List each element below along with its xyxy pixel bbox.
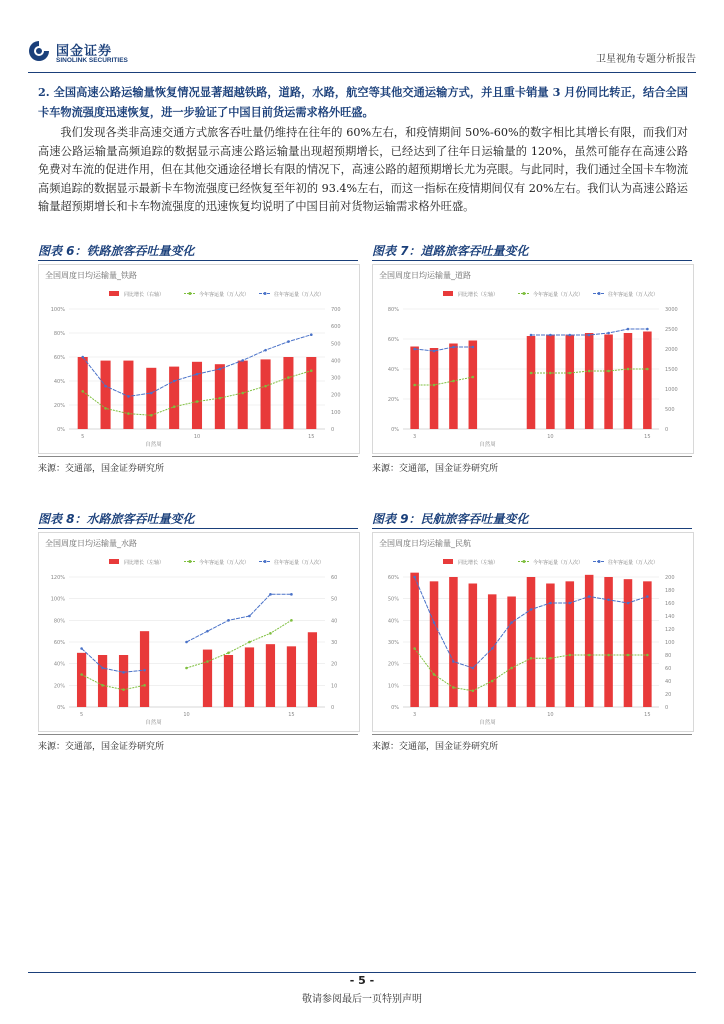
- legend-label: 同比增长（左轴）: [124, 560, 165, 566]
- y-right-tick-label: 500: [665, 407, 675, 413]
- bar: [266, 644, 275, 707]
- figure-bottom-divider: [38, 734, 358, 735]
- legend-item: [518, 559, 583, 566]
- y-right-tick-label: 600: [331, 324, 341, 331]
- y-right-tick-label: 60: [331, 575, 338, 581]
- x-axis-label: 自然周: [479, 442, 496, 448]
- x-tick-label: 15: [644, 434, 651, 440]
- series-prior-year-line-point: [530, 608, 533, 611]
- y-right-tick-label: 0: [665, 427, 669, 433]
- series-prior-year-line-point: [227, 619, 230, 622]
- series-prior-year-line-point: [101, 667, 104, 670]
- x-tick-label: 3: [413, 712, 417, 718]
- chart-frame: [38, 532, 360, 732]
- figure-source: 来源：交通部，国金证券研究所: [38, 742, 165, 752]
- figure-title-divider: [38, 528, 358, 529]
- bar: [192, 362, 202, 429]
- y-left-tick-label: 120%: [50, 575, 65, 581]
- series-this-year-line-point: [143, 684, 146, 687]
- series-this-year-line-point: [196, 400, 199, 403]
- bar: [306, 357, 316, 429]
- x-tick-label: 15: [288, 712, 295, 718]
- y-right-tick-label: 0: [665, 705, 669, 711]
- chart-title: 全国周度日均运输量_道路: [379, 271, 471, 280]
- bar: [585, 333, 594, 429]
- y-left-tick-label: 60%: [387, 337, 399, 343]
- series-prior-year-line-point: [433, 621, 436, 624]
- series-prior-year-line-point: [122, 671, 125, 674]
- bar: [308, 632, 317, 707]
- y-left-tick-label: 50%: [387, 596, 399, 603]
- legend-item: [184, 291, 249, 298]
- y-right-tick-label: 200: [331, 392, 341, 399]
- y-left-tick-label: 20%: [387, 661, 399, 668]
- series-prior-year-line-point: [646, 595, 649, 598]
- chart-svg: [39, 265, 359, 453]
- figure-title-divider: [372, 528, 692, 529]
- bar: [624, 333, 633, 429]
- legend-label: 往年客运量（万人次）: [608, 292, 659, 298]
- bar: [146, 368, 156, 429]
- legend-label: 同比增长（右轴）: [124, 292, 165, 298]
- series-this-year-line-point: [413, 647, 416, 650]
- bar: [469, 341, 478, 430]
- logo-cn: 国金证券: [56, 44, 113, 59]
- y-right-tick-label: 0: [331, 705, 335, 711]
- y-right-tick-label: 120: [665, 627, 675, 633]
- figure-source: 来源：交通部，国金证券研究所: [372, 742, 499, 752]
- page-header: [28, 38, 696, 72]
- y-right-tick-label: 3000: [665, 307, 678, 313]
- bar: [245, 647, 254, 707]
- y-left-tick-label: 40%: [387, 367, 399, 373]
- y-left-tick-label: 30%: [387, 640, 399, 646]
- series-this-year-line-point: [627, 368, 630, 371]
- x-tick-label: 5: [81, 434, 85, 440]
- series-this-year-line-point: [80, 673, 83, 676]
- series-this-year-line-point: [472, 689, 475, 692]
- section-heading-paragraph: 2. 全国高速公路运输量恢复情况显著超越铁路，道路，水路，航空等其他交通运输方式，并且重卡销量 3 月份同比转正，结合全国卡车物流强度迅速恢复，进一步验证了中国目前货运需求格外旺盛。: [38, 85, 688, 119]
- y-left-tick-label: 80%: [53, 618, 65, 625]
- series-prior-year-line-point: [510, 621, 513, 624]
- series-prior-year-line-point: [568, 334, 571, 337]
- figure-title-divider: [372, 260, 692, 261]
- header-divider: [28, 72, 696, 73]
- series-prior-year-line-point: [310, 333, 313, 336]
- body-paragraph: 我们发现各类非高速交通方式旅客吞吐量仍维持在往年的 60%左右，和疫情期间 50%-60%的数字相比其增长有限，而我们对高速公路运输量高频追踪的数据显示高速公路运输量出现超预期增长，已经达到了往年日运输量的 120%，虽然可能存在高速公路免费对车流的促进作用，但在其他交通途径增长有限的情况下，高速公路的超预期增长尤为亮眼。与此同时，我们通过全国卡车物流高频追踪的数据显示最新卡车物流强度已经恢复至年初的 93.4%左右，而这一指标在疫情期间仅有 20%左右。我们认为高速公路运输量超预期增长和卡车物流强度的迅速恢复均说明了中国目前对货物运输需求格外旺盛。: [38, 126, 688, 213]
- legend-label: 同比增长（左轴）: [458, 292, 499, 298]
- series-prior-year-line-point: [150, 392, 153, 395]
- y-right-tick-label: 500: [331, 341, 341, 348]
- series-prior-year-line-point: [588, 595, 591, 598]
- x-tick-label: 15: [644, 712, 651, 718]
- series-prior-year-line-point: [206, 630, 209, 633]
- series-this-year-line-point: [568, 372, 571, 375]
- chart-svg: [373, 265, 693, 453]
- legend-label: 今年客运量（万人次）: [199, 560, 250, 566]
- series-prior-year-line-point: [549, 602, 552, 605]
- series-prior-year-line-point: [80, 647, 83, 650]
- legend-label: 往年客运量（万人次）: [274, 560, 325, 566]
- series-prior-year-line-point: [104, 385, 107, 388]
- x-tick-label: 10: [547, 712, 554, 718]
- series-prior-year-line-point: [452, 660, 455, 663]
- y-right-tick-label: 2000: [665, 347, 678, 353]
- bar: [566, 581, 575, 707]
- x-tick-label: 3: [413, 434, 417, 440]
- y-left-tick-label: 20%: [53, 683, 65, 690]
- bar: [585, 575, 594, 707]
- series-this-year-line-point: [646, 368, 649, 371]
- series-this-year-line-point: [104, 407, 107, 410]
- series-prior-year-line-point: [413, 576, 416, 579]
- series-prior-year-line-point: [196, 373, 199, 376]
- bar: [261, 359, 271, 429]
- series-this-year-line-point: [206, 660, 209, 663]
- chart-frame: [372, 532, 694, 732]
- bar: [430, 581, 439, 707]
- legend-item: [443, 291, 498, 298]
- y-left-tick-label: 10%: [387, 683, 399, 690]
- series-prior-year-line-point: [287, 340, 290, 343]
- y-left-tick-label: 100%: [50, 307, 65, 313]
- series-prior-year-line-point: [607, 332, 610, 335]
- disclaimer: 敬请参阅最后一页特别声明: [302, 994, 422, 1005]
- x-tick-label: 10: [547, 434, 554, 440]
- x-axis-label: 自然周: [145, 442, 162, 448]
- y-left-tick-label: 80%: [387, 307, 399, 313]
- legend-label: 今年客运量（万人次）: [199, 292, 250, 298]
- y-right-tick-label: 400: [331, 358, 341, 365]
- y-left-tick-label: 0%: [391, 427, 399, 433]
- series-this-year-line-point: [530, 372, 533, 375]
- y-left-tick-label: 40%: [387, 618, 399, 625]
- bar: [624, 579, 633, 707]
- series-prior-year-line-point: [248, 615, 251, 618]
- x-tick-label: 5: [79, 712, 84, 718]
- series-prior-year-line-point: [549, 334, 552, 337]
- y-left-tick-label: 60%: [53, 640, 65, 646]
- legend-item: [593, 559, 658, 566]
- series-prior-year-line-point: [627, 328, 630, 331]
- series-this-year-line-point: [452, 380, 455, 383]
- legend-item: [593, 291, 658, 298]
- series-prior-year-line-point: [530, 334, 533, 337]
- y-left-tick-label: 60%: [387, 575, 399, 581]
- y-left-tick-label: 0%: [57, 705, 65, 711]
- series-this-year-line-point: [185, 667, 188, 670]
- bar: [203, 650, 212, 707]
- y-right-tick-label: 20: [665, 692, 672, 698]
- bar: [430, 348, 439, 429]
- figure-source: 来源：交通部，国金证券研究所: [372, 464, 499, 474]
- series-this-year-line-point: [627, 654, 630, 657]
- figure-title: 图表 9：民航旅客吞吐量变化: [372, 512, 529, 526]
- series-this-year-line-point: [127, 412, 130, 415]
- legend-label: 同比增长（左轴）: [458, 560, 499, 566]
- series-this-year-line-point: [269, 632, 272, 635]
- series-this-year-line-point: [310, 369, 313, 372]
- series-prior-year-line-point: [472, 667, 475, 670]
- y-right-tick-label: 80: [665, 653, 672, 659]
- series-this-year-line-point: [413, 384, 416, 387]
- series-prior-year-line-point: [264, 349, 267, 352]
- y-right-tick-label: 180: [665, 588, 675, 594]
- y-right-tick-label: 300: [331, 375, 341, 382]
- series-prior-year-line-point: [627, 602, 630, 605]
- bar: [566, 335, 575, 430]
- legend-item: [518, 291, 583, 298]
- bar: [283, 357, 293, 429]
- series-this-year-line-point: [248, 641, 251, 644]
- legend-item: [109, 559, 164, 566]
- series-this-year-line-point: [81, 390, 84, 393]
- page-number: - 5 -: [349, 974, 375, 987]
- series-prior-year-line-point: [241, 359, 244, 362]
- chart-title: 全国周度日均运输量_铁路: [45, 271, 137, 280]
- series-prior-year-line-point: [81, 356, 84, 359]
- legend-item: [184, 559, 249, 566]
- bar: [77, 653, 86, 707]
- bar: [78, 357, 88, 429]
- bar: [643, 581, 652, 707]
- legend-label: 今年客运量（万人次）: [533, 292, 584, 298]
- figure-bottom-divider: [372, 456, 692, 457]
- y-right-tick-label: 140: [665, 614, 675, 620]
- bar: [224, 655, 233, 707]
- series-prior-year-line-point: [127, 395, 130, 398]
- legend-item: [443, 559, 498, 566]
- figure-title: 图表 7：道路旅客吞吐量变化: [372, 244, 529, 258]
- x-tick-label: 10: [193, 434, 201, 440]
- series-this-year-line-point: [568, 654, 571, 657]
- series-prior-year-line-point: [588, 334, 591, 337]
- y-left-tick-label: 20%: [53, 403, 65, 409]
- legend-label: 今年客运量（万人次）: [533, 560, 584, 566]
- figure-bottom-divider: [38, 456, 358, 457]
- y-right-tick-label: 50: [331, 596, 338, 603]
- y-left-tick-label: 100%: [50, 596, 65, 603]
- series-prior-year-line-point: [219, 368, 222, 371]
- series-this-year-line-point: [607, 654, 610, 657]
- y-right-tick-label: 100: [331, 409, 341, 416]
- y-right-tick-label: 200: [665, 575, 675, 581]
- series-prior-year-line-point: [413, 348, 416, 351]
- y-right-tick-label: 0: [331, 427, 335, 433]
- bar: [287, 646, 296, 707]
- y-right-tick-label: 40: [665, 679, 672, 685]
- y-right-tick-label: 10: [331, 683, 338, 690]
- bar: [527, 577, 536, 707]
- chart-title: 全国周度日均运输量_水路: [45, 539, 137, 548]
- bar: [604, 335, 613, 430]
- logo-en: SINOLINK SECURITIES: [56, 57, 128, 64]
- footer-divider: [28, 972, 696, 973]
- series-this-year-line-point: [530, 657, 533, 660]
- figure-title: 图表 8：水路旅客吞吐量变化: [38, 512, 195, 526]
- series-prior-year-line-point: [607, 598, 610, 601]
- series-prior-year-line-point: [173, 380, 176, 383]
- chart-svg: [39, 533, 359, 731]
- series-this-year-line-point: [219, 397, 222, 400]
- series-this-year-line-point: [264, 385, 267, 388]
- series-prior-year-line-point: [269, 593, 272, 596]
- series-this-year-line-point: [491, 680, 494, 683]
- y-right-tick-label: 40: [331, 618, 338, 625]
- series-this-year-line-point: [588, 370, 591, 373]
- series-this-year-line-point: [241, 392, 244, 395]
- legend-item: [259, 291, 324, 298]
- chart-title: 全国周度日均运输量_民航: [379, 539, 471, 548]
- y-right-tick-label: 30: [331, 640, 338, 646]
- series-this-year-line-point: [607, 370, 610, 373]
- legend-item: [109, 291, 164, 298]
- figure-bottom-divider: [372, 734, 692, 735]
- bar: [98, 655, 107, 707]
- figure-title: 图表 6：铁路旅客吞吐量变化: [38, 244, 195, 258]
- series-this-year-line-point: [433, 673, 436, 676]
- bar: [507, 597, 516, 708]
- report-type: 卫星视角专题分析报告: [596, 54, 696, 65]
- figure-source: 来源：交通部，国金证券研究所: [38, 464, 165, 474]
- y-right-tick-label: 1500: [665, 367, 678, 373]
- series-this-year-line-point: [549, 657, 552, 660]
- series-prior-year-line-point: [452, 346, 455, 349]
- bar: [527, 336, 536, 429]
- bar: [119, 655, 128, 707]
- x-axis-label: 自然周: [479, 720, 496, 726]
- series-prior-year-line-point: [290, 593, 293, 596]
- series-prior-year-line-point: [143, 669, 146, 672]
- y-left-tick-label: 20%: [387, 397, 399, 403]
- x-tick-label: 10: [183, 712, 190, 718]
- bar: [215, 364, 225, 429]
- series-this-year-line-point: [588, 654, 591, 657]
- bar: [238, 361, 248, 429]
- chart-svg: [373, 533, 693, 731]
- y-right-tick-label: 700: [331, 307, 341, 313]
- x-axis-label: 自然周: [145, 720, 162, 726]
- series-prior-year-line-point: [185, 641, 188, 644]
- series-prior-year-line-point: [433, 350, 436, 353]
- bar: [410, 347, 419, 430]
- series-prior-year-line-point: [491, 647, 494, 650]
- series-prior-year-line-point: [646, 328, 649, 331]
- y-right-tick-label: 100: [665, 640, 675, 646]
- x-tick-label: 15: [308, 434, 315, 440]
- series-prior-year-line-point: [472, 346, 475, 349]
- y-left-tick-label: 80%: [53, 331, 65, 337]
- bar: [410, 573, 419, 707]
- series-this-year-line-point: [150, 414, 153, 417]
- series-this-year-line-point: [549, 372, 552, 375]
- y-right-tick-label: 60: [665, 666, 672, 672]
- chart-frame: [38, 264, 360, 454]
- bar: [488, 594, 497, 707]
- series-this-year-line-point: [472, 376, 475, 379]
- series-this-year-line-point: [101, 684, 104, 687]
- series-prior-year-line-point: [568, 602, 571, 605]
- y-left-tick-label: 40%: [53, 379, 65, 385]
- series-this-year-line-point: [452, 686, 455, 689]
- bar: [101, 361, 111, 429]
- bar: [449, 344, 458, 430]
- series-this-year-line-point: [510, 667, 513, 670]
- sinolink-logo-icon: [28, 40, 50, 62]
- series-this-year-line-point: [227, 652, 230, 655]
- bar: [604, 577, 613, 707]
- chart-frame: [372, 264, 694, 454]
- legend-label: 往年客运量（万人次）: [608, 560, 659, 566]
- series-this-year-line-point: [290, 619, 293, 622]
- y-right-tick-label: 1000: [665, 387, 678, 393]
- y-left-tick-label: 0%: [391, 705, 399, 711]
- y-right-tick-label: 2500: [665, 327, 678, 333]
- bar: [643, 332, 652, 430]
- bar: [469, 584, 478, 708]
- y-right-tick-label: 160: [665, 601, 675, 607]
- y-left-tick-label: 40%: [53, 661, 65, 668]
- bar: [169, 367, 179, 429]
- series-this-year-line-point: [287, 376, 290, 379]
- series-this-year-line-point: [122, 688, 125, 691]
- bar: [546, 335, 555, 430]
- figure-title-divider: [38, 260, 358, 261]
- series-this-year-line-point: [173, 405, 176, 408]
- y-left-tick-label: 60%: [53, 355, 65, 361]
- y-left-tick-label: 0%: [57, 427, 65, 433]
- series-this-year-line-point: [646, 654, 649, 657]
- series-this-year-line-point: [433, 384, 436, 387]
- y-right-tick-label: 20: [331, 661, 338, 668]
- series-prior-year-line: [82, 594, 292, 672]
- legend-item: [259, 559, 324, 566]
- series-this-year-line: [82, 620, 292, 689]
- legend-label: 往年客运量（万人次）: [274, 292, 325, 298]
